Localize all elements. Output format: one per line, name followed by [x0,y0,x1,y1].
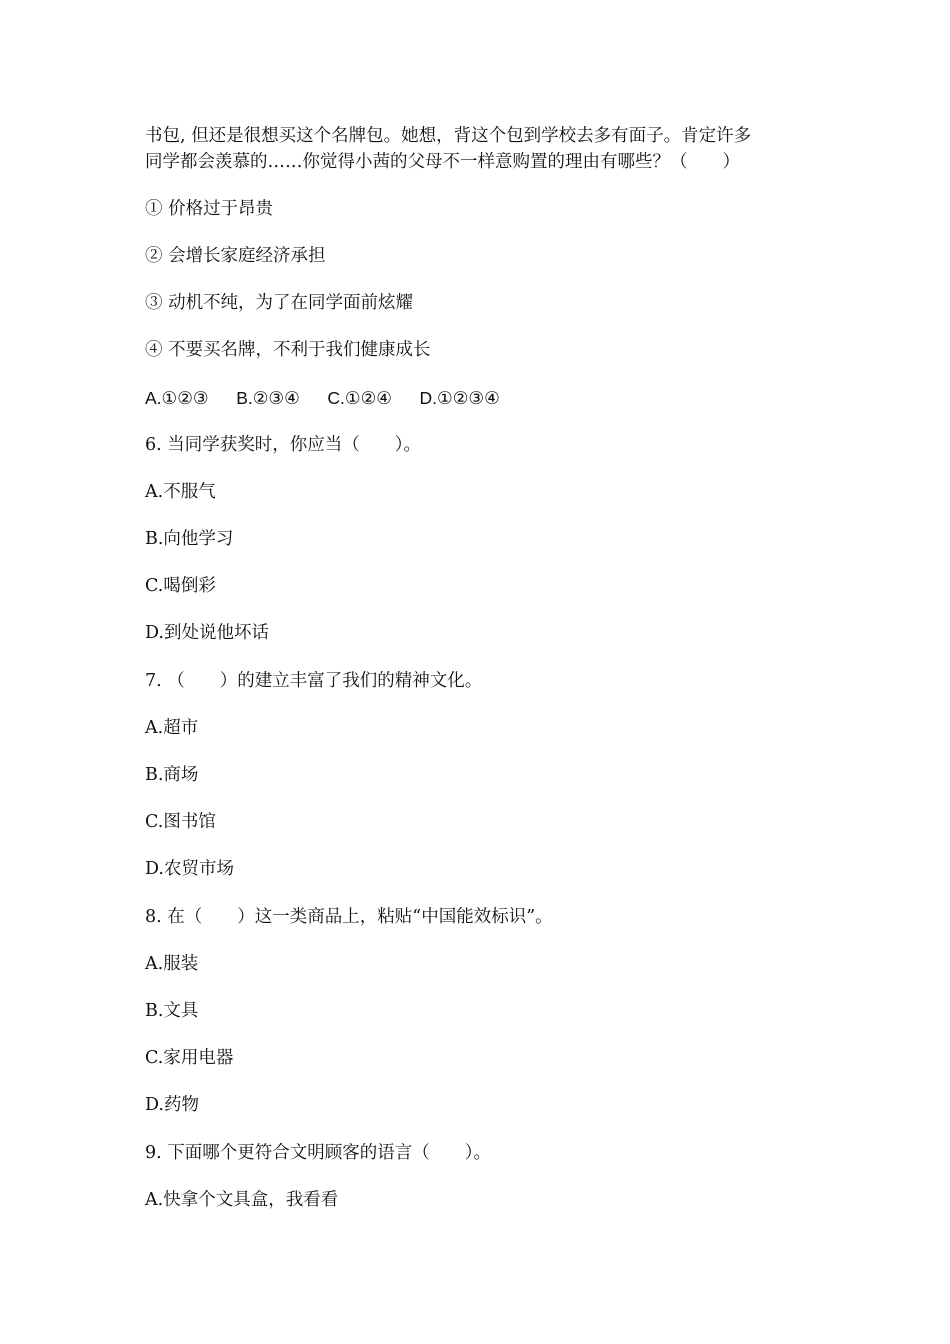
question-5-intro-line-2: 同学都会羡慕的……你觉得小茜的父母不一样意购置的理由有哪些？（ ） [145,152,740,172]
question-5-choices [145,386,522,411]
choice-b: B.②③④ [236,388,300,408]
question-9-stem: 9. 下面哪个更符合文明顾客的语言（ ）。 [145,1143,492,1163]
question-6-option-c: C.喝倒彩 [145,576,216,596]
question-8-option-a: A.服装 [145,954,199,974]
statement-1: ① 价格过于昂贵 [145,199,274,219]
question-8-option-b: B.文具 [145,1001,199,1021]
statement-3: ③ 动机不纯，为了在同学面前炫耀 [145,293,414,313]
question-7-option-a: A.超市 [145,718,199,738]
question-7-stem: 7. （ ）的建立丰富了我们的精神文化。 [145,671,483,691]
choice-d: D.①②③④ [419,388,500,408]
choice-a: A.①②③ [145,388,209,408]
question-6-option-b: B.向他学习 [145,529,234,549]
question-6-option-d: D.到处说他坏话 [145,623,269,643]
question-7-option-b: B.商场 [145,765,199,785]
question-8-option-c: C.家用电器 [145,1048,234,1068]
question-6-stem: 6. 当同学获奖时，你应当（ ）。 [145,435,422,455]
question-8-stem: 8. 在（ ）这一类商品上，粘贴“中国能效标识”。 [145,907,553,927]
statement-2: ② 会增长家庭经济承担 [145,246,326,266]
statement-4: ④ 不要买名牌，不利于我们健康成长 [145,340,431,360]
choice-c: C.①②④ [327,388,392,408]
question-9-option-a: A.快拿个文具盒，我看看 [145,1190,339,1210]
question-6-option-a: A.不服气 [145,482,216,502]
question-7-option-c: C.图书馆 [145,812,216,832]
question-7-option-d: D.农贸市场 [145,859,234,879]
question-8-option-d: D.药物 [145,1095,199,1115]
question-5-intro-line-1: 书包, 但还是很想买这个名牌包。她想，背这个包到学校去多有面子。肯定许多 [145,126,752,146]
